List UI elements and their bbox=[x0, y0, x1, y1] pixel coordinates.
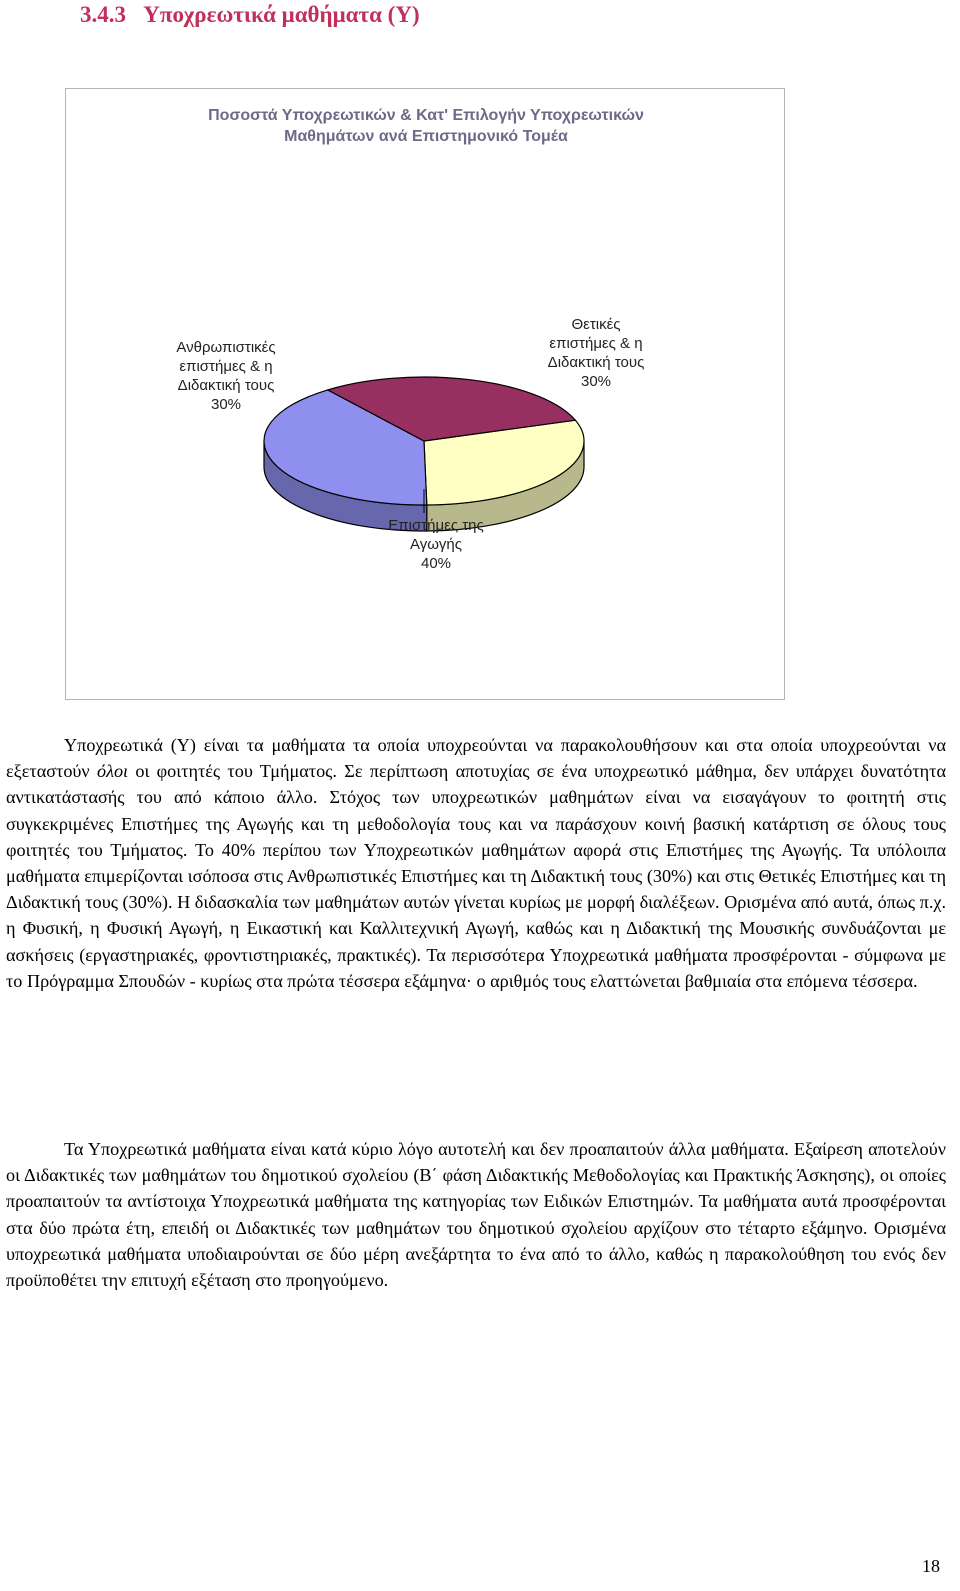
slice-label-education: Επιστήμες της Αγωγής 40% bbox=[366, 516, 506, 573]
page-number: 18 bbox=[922, 1556, 940, 1576]
paragraph-2: Τα Υποχρεωτικά μαθήματα είναι κατά κύριο λόγο αυτοτελή και δεν προαπαιτούν άλλα μαθήματα. Εξαίρεση αποτελούν οι Διδακτικές των μαθημάτων του δημοτικού σχολείου (Β΄ φάση Διδακτικής Μεθοδολογίας και Πρακτικής Άσκησης), οι οποίες προαπαιτούν τα αντίστοιχα Υποχρεωτικά μαθήματα της κατηγορίας των Ειδικών Επιστημών. Τα μαθήματα αυτά προσφέρονται στα δύο πρώτα έτη, επειδή οι Διδακτικές των μαθημάτων του δημοτικού σχολείου αρχίζουν στο τέταρτο εξάμηνο. Ορισμένα υποχρεωτικά μαθήματα υποδιαιρούνται σε δύο μέρη ανεξάρτητα το ένα από το άλλο, καθώς η παρακολούθηση του ενός δεν προϋποθέτει την επιτυχή εξέταση στο προηγούμενο. bbox=[6, 1139, 946, 1291]
slice-value-sciences: 30% bbox=[580, 373, 612, 390]
emphasis-all: όλοι bbox=[96, 761, 129, 782]
section-number: 3.4.3 bbox=[80, 2, 126, 27]
slice-value-education: 40% bbox=[420, 555, 452, 572]
chart-title-line-1: Ποσοστά Υποχρεωτικών & Κατ' Επιλογήν Υποχρεωτικών bbox=[208, 107, 644, 124]
chart-title-line-2: Μαθημάτων ανά Επιστημονικό Τομέα bbox=[284, 128, 568, 145]
slice-value-humanities: 30% bbox=[210, 396, 242, 413]
slice-label-humanities: Ανθρωπιστικές επιστήμες & η Διδακτική τους 30% bbox=[156, 338, 296, 414]
section-heading bbox=[80, 2, 420, 28]
section-title: Υποχρεωτικά μαθήματα (Υ) bbox=[143, 2, 420, 27]
slice-label-sciences: Θετικές επιστήμες & η Διδακτική τους 30% bbox=[526, 315, 666, 391]
paragraph-1: Υποχρεωτικά (Υ) είναι τα μαθήματα τα οποία υποχρεούνται να παρακολουθήσουν και στα οποία υποχρεούνται να εξεταστούν όλοι οι φοιτητές του Τμήματος. Σε περίπτωση αποτυχίας σε ένα υποχρεωτικό μάθημα, δεν υπάρχει δυνατότητα αντικατάστασής του από κάποιο άλλο. Στόχος των υποχρεωτικών μαθημάτων είναι να εισαγάγουν το φοιτητή στις συγκεκριμένες Επιστήμες της Αγωγής και τη μεθοδολογία τους και να παράσχουν κοινή βασική κατάρτιση σε όλους τους φοιτητές του Τμήματος. Το 40% περίπου των Υποχρεωτικών μαθημάτων αφορά στις Επιστήμες της Αγωγής. Τα υπόλοιπα μαθήματα επιμερίζονται ισόποσα στις Ανθρωπιστικές Επιστήμες και τη Διδακτική τους (30%) και στις Θετικές Επιστήμες και τη Διδακτική τους (30%). Η διδασκαλία των μαθημάτων αυτών γίνεται κυρίως με μορφή διαλέξεων. Ορισμένα από αυτά, όπως π.χ. η Φυσική, η Φυσική Αγωγή, η Εικαστική και Καλλιτεχνική Αγωγή, καθώς και η Διδακτική της Μουσικής συνδυάζονται με ασκήσεις (εργαστηριακές, φροντιστηριακές, πρακτικές). Τα περισσότερα Υποχρεωτικά μαθήματα προσφέρονται - σύμφωνα με το Πρόγραμμα Σπουδών - κυρίως στα πρώτα τέσσερα εξάμηνα· ο αριθμός τους ελαττώνεται βαθμιαία στα επόμενα τέσσερα. bbox=[6, 735, 947, 991]
pie-chart bbox=[65, 88, 785, 700]
